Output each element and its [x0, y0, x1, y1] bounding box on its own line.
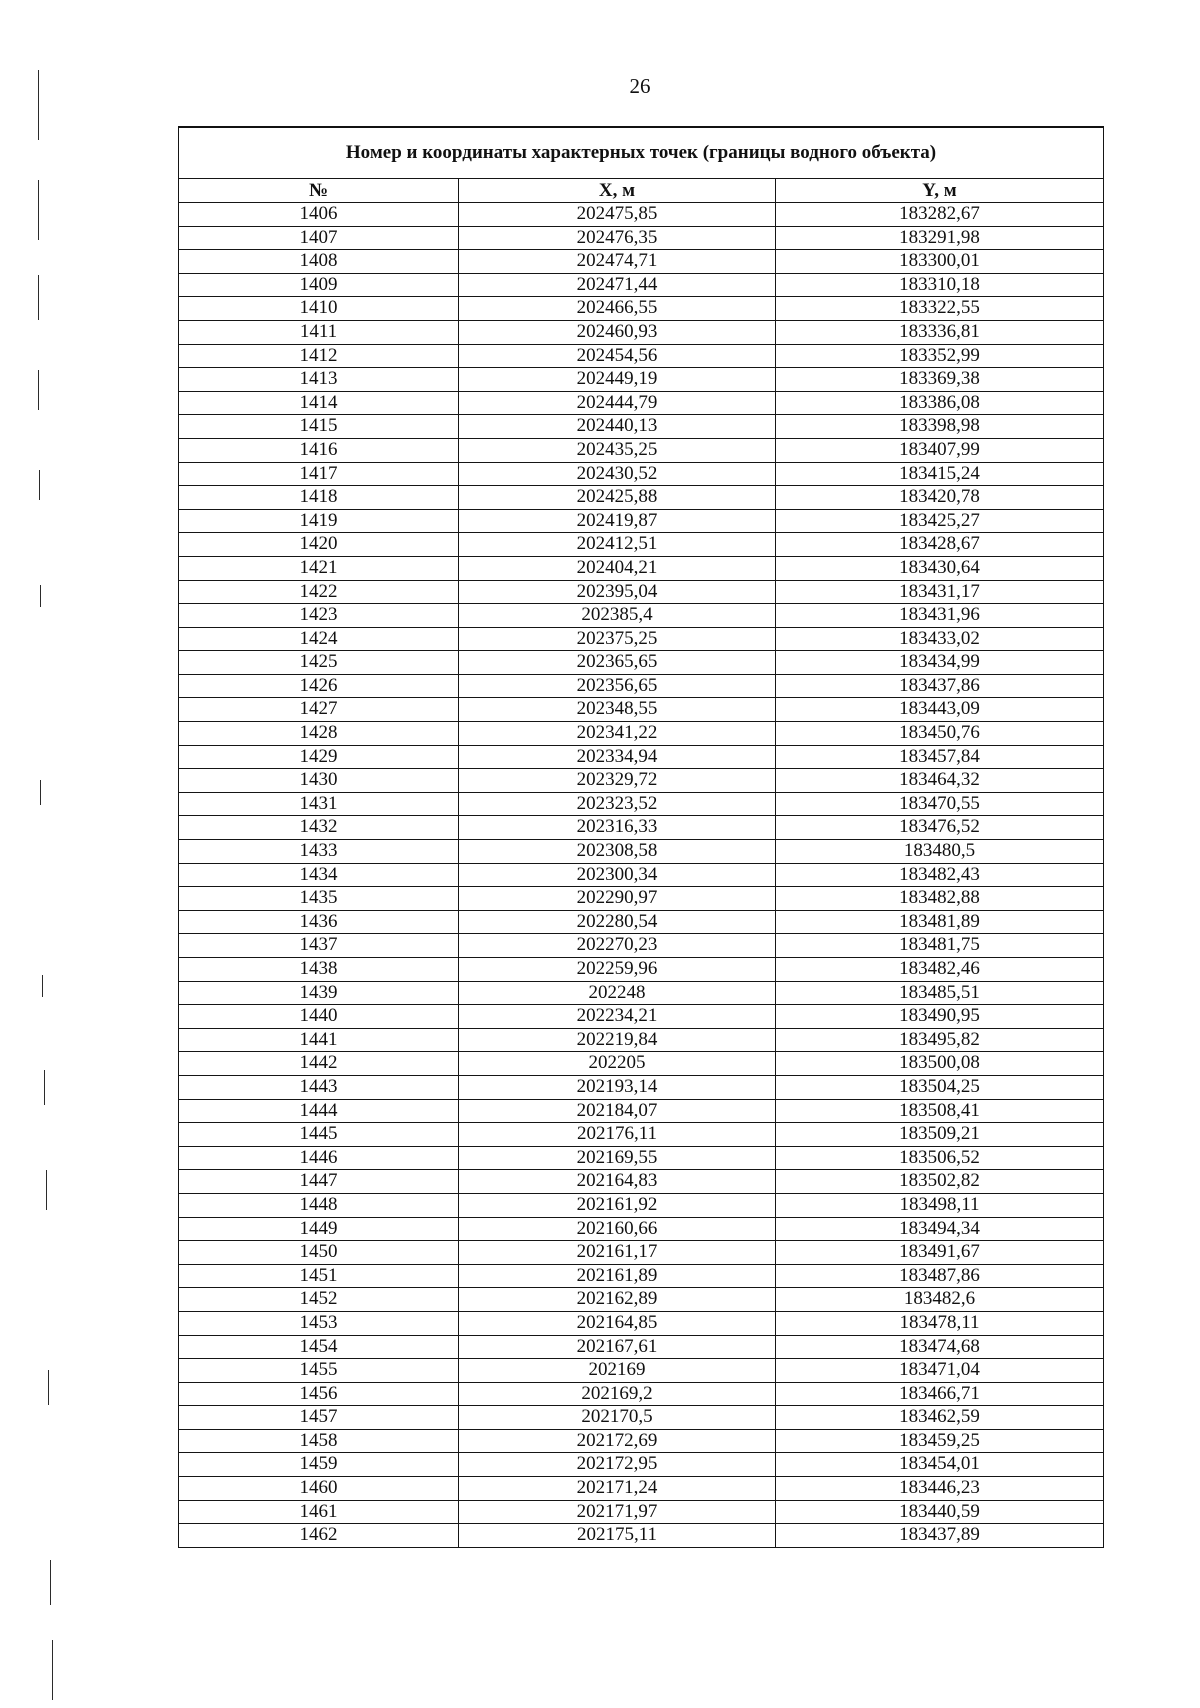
- cell-x-coordinate: 202172,69: [459, 1429, 776, 1453]
- table-row: [179, 580, 1104, 604]
- cell-x-coordinate: 202375,25: [459, 627, 776, 651]
- cell-y-coordinate: 183431,17: [776, 580, 1104, 604]
- table-header-row: [179, 179, 1104, 203]
- table-row: [179, 863, 1104, 887]
- table-body: [179, 203, 1104, 1548]
- cell-point-number: 1427: [179, 698, 459, 722]
- table-row: [179, 1524, 1104, 1548]
- cell-point-number: 1459: [179, 1453, 459, 1477]
- cell-point-number: 1433: [179, 840, 459, 864]
- cell-point-number: 1441: [179, 1028, 459, 1052]
- table-row: [179, 1146, 1104, 1170]
- table-row: [179, 1123, 1104, 1147]
- scan-edge-mark: [39, 470, 40, 500]
- table-row: [179, 769, 1104, 793]
- cell-y-coordinate: 183482,88: [776, 887, 1104, 911]
- cell-y-coordinate: 183310,18: [776, 273, 1104, 297]
- cell-point-number: 1425: [179, 651, 459, 675]
- table-row: [179, 438, 1104, 462]
- table-row: [179, 1500, 1104, 1524]
- cell-x-coordinate: 202171,24: [459, 1477, 776, 1501]
- table-row: [179, 722, 1104, 746]
- cell-point-number: 1462: [179, 1524, 459, 1548]
- table-row: [179, 1335, 1104, 1359]
- table-row: [179, 368, 1104, 392]
- table-row: [179, 203, 1104, 227]
- cell-point-number: 1443: [179, 1075, 459, 1099]
- cell-x-coordinate: 202466,55: [459, 297, 776, 321]
- table-row: [179, 415, 1104, 439]
- cell-y-coordinate: 183398,98: [776, 415, 1104, 439]
- cell-x-coordinate: 202471,44: [459, 273, 776, 297]
- table-row: [179, 792, 1104, 816]
- cell-x-coordinate: 202172,95: [459, 1453, 776, 1477]
- cell-y-coordinate: 183425,27: [776, 509, 1104, 533]
- cell-point-number: 1454: [179, 1335, 459, 1359]
- cell-y-coordinate: 183491,67: [776, 1241, 1104, 1265]
- cell-x-coordinate: 202169,2: [459, 1382, 776, 1406]
- cell-y-coordinate: 183352,99: [776, 344, 1104, 368]
- cell-point-number: 1419: [179, 509, 459, 533]
- column-header-number: №: [179, 179, 459, 203]
- cell-y-coordinate: 183446,23: [776, 1477, 1104, 1501]
- cell-y-coordinate: 183504,25: [776, 1075, 1104, 1099]
- cell-y-coordinate: 183386,08: [776, 391, 1104, 415]
- cell-x-coordinate: 202164,83: [459, 1170, 776, 1194]
- cell-y-coordinate: 183336,81: [776, 320, 1104, 344]
- cell-x-coordinate: 202161,89: [459, 1264, 776, 1288]
- cell-point-number: 1455: [179, 1359, 459, 1383]
- cell-x-coordinate: 202248: [459, 981, 776, 1005]
- cell-x-coordinate: 202270,23: [459, 934, 776, 958]
- table-row: [179, 533, 1104, 557]
- cell-point-number: 1428: [179, 722, 459, 746]
- table-row: [179, 981, 1104, 1005]
- cell-y-coordinate: 183443,09: [776, 698, 1104, 722]
- table-row: [179, 1099, 1104, 1123]
- table-row: [179, 1052, 1104, 1076]
- table-row: [179, 651, 1104, 675]
- cell-x-coordinate: 202259,96: [459, 958, 776, 982]
- cell-x-coordinate: 202290,97: [459, 887, 776, 911]
- cell-x-coordinate: 202412,51: [459, 533, 776, 557]
- cell-point-number: 1406: [179, 203, 459, 227]
- scan-edge-mark: [40, 780, 41, 805]
- table-row: [179, 887, 1104, 911]
- cell-point-number: 1448: [179, 1193, 459, 1217]
- cell-x-coordinate: 202444,79: [459, 391, 776, 415]
- table-row: [179, 509, 1104, 533]
- cell-point-number: 1460: [179, 1477, 459, 1501]
- column-header-x: X, м: [459, 179, 776, 203]
- table-row: [179, 462, 1104, 486]
- cell-x-coordinate: 202160,66: [459, 1217, 776, 1241]
- table-row: [179, 1406, 1104, 1430]
- table-row: [179, 1477, 1104, 1501]
- table-row: [179, 958, 1104, 982]
- scan-edge-mark: [52, 1640, 53, 1700]
- cell-x-coordinate: 202419,87: [459, 509, 776, 533]
- table-row: [179, 344, 1104, 368]
- cell-point-number: 1416: [179, 438, 459, 462]
- cell-y-coordinate: 183434,99: [776, 651, 1104, 675]
- cell-y-coordinate: 183454,01: [776, 1453, 1104, 1477]
- coordinates-table: [178, 126, 1104, 1548]
- cell-x-coordinate: 202348,55: [459, 698, 776, 722]
- cell-point-number: 1407: [179, 226, 459, 250]
- cell-x-coordinate: 202169,55: [459, 1146, 776, 1170]
- cell-y-coordinate: 183282,67: [776, 203, 1104, 227]
- cell-point-number: 1444: [179, 1099, 459, 1123]
- cell-x-coordinate: 202161,92: [459, 1193, 776, 1217]
- cell-point-number: 1414: [179, 391, 459, 415]
- cell-x-coordinate: 202440,13: [459, 415, 776, 439]
- table-row: [179, 1241, 1104, 1265]
- cell-x-coordinate: 202395,04: [459, 580, 776, 604]
- cell-x-coordinate: 202356,65: [459, 674, 776, 698]
- cell-point-number: 1423: [179, 604, 459, 628]
- table-row: [179, 1429, 1104, 1453]
- cell-x-coordinate: 202329,72: [459, 769, 776, 793]
- cell-x-coordinate: 202449,19: [459, 368, 776, 392]
- cell-point-number: 1410: [179, 297, 459, 321]
- cell-point-number: 1461: [179, 1500, 459, 1524]
- column-header-y: Y, м: [776, 179, 1104, 203]
- cell-y-coordinate: 183482,6: [776, 1288, 1104, 1312]
- table-row: [179, 1311, 1104, 1335]
- cell-y-coordinate: 183482,46: [776, 958, 1104, 982]
- cell-x-coordinate: 202161,17: [459, 1241, 776, 1265]
- table-row: [179, 674, 1104, 698]
- cell-x-coordinate: 202171,97: [459, 1500, 776, 1524]
- cell-y-coordinate: 183300,01: [776, 250, 1104, 274]
- cell-x-coordinate: 202474,71: [459, 250, 776, 274]
- cell-y-coordinate: 183482,43: [776, 863, 1104, 887]
- scan-edge-mark: [40, 585, 41, 607]
- cell-y-coordinate: 183428,67: [776, 533, 1104, 557]
- cell-y-coordinate: 183437,86: [776, 674, 1104, 698]
- cell-point-number: 1458: [179, 1429, 459, 1453]
- cell-x-coordinate: 202234,21: [459, 1005, 776, 1029]
- cell-point-number: 1447: [179, 1170, 459, 1194]
- cell-x-coordinate: 202300,34: [459, 863, 776, 887]
- cell-x-coordinate: 202475,85: [459, 203, 776, 227]
- cell-point-number: 1457: [179, 1406, 459, 1430]
- cell-y-coordinate: 183478,11: [776, 1311, 1104, 1335]
- cell-point-number: 1456: [179, 1382, 459, 1406]
- cell-point-number: 1420: [179, 533, 459, 557]
- table-row: [179, 604, 1104, 628]
- cell-x-coordinate: 202170,5: [459, 1406, 776, 1430]
- cell-x-coordinate: 202460,93: [459, 320, 776, 344]
- cell-point-number: 1432: [179, 816, 459, 840]
- cell-point-number: 1439: [179, 981, 459, 1005]
- table-row: [179, 1264, 1104, 1288]
- cell-x-coordinate: 202167,61: [459, 1335, 776, 1359]
- cell-y-coordinate: 183369,38: [776, 368, 1104, 392]
- cell-x-coordinate: 202205: [459, 1052, 776, 1076]
- cell-x-coordinate: 202184,07: [459, 1099, 776, 1123]
- cell-y-coordinate: 183420,78: [776, 486, 1104, 510]
- table-row: [179, 934, 1104, 958]
- cell-x-coordinate: 202219,84: [459, 1028, 776, 1052]
- cell-x-coordinate: 202425,88: [459, 486, 776, 510]
- table-row: [179, 486, 1104, 510]
- cell-y-coordinate: 183485,51: [776, 981, 1104, 1005]
- cell-point-number: 1440: [179, 1005, 459, 1029]
- cell-x-coordinate: 202280,54: [459, 910, 776, 934]
- cell-y-coordinate: 183481,75: [776, 934, 1104, 958]
- cell-x-coordinate: 202162,89: [459, 1288, 776, 1312]
- cell-x-coordinate: 202476,35: [459, 226, 776, 250]
- cell-x-coordinate: 202316,33: [459, 816, 776, 840]
- cell-point-number: 1442: [179, 1052, 459, 1076]
- cell-y-coordinate: 183490,95: [776, 1005, 1104, 1029]
- table-row: [179, 556, 1104, 580]
- cell-x-coordinate: 202435,25: [459, 438, 776, 462]
- table-row: [179, 840, 1104, 864]
- cell-point-number: 1421: [179, 556, 459, 580]
- cell-point-number: 1418: [179, 486, 459, 510]
- cell-x-coordinate: 202404,21: [459, 556, 776, 580]
- cell-point-number: 1431: [179, 792, 459, 816]
- cell-y-coordinate: 183495,82: [776, 1028, 1104, 1052]
- cell-y-coordinate: 183440,59: [776, 1500, 1104, 1524]
- cell-y-coordinate: 183431,96: [776, 604, 1104, 628]
- cell-x-coordinate: 202341,22: [459, 722, 776, 746]
- cell-point-number: 1426: [179, 674, 459, 698]
- scan-edge-mark: [38, 370, 39, 410]
- table-row: [179, 745, 1104, 769]
- table-row: [179, 226, 1104, 250]
- cell-x-coordinate: 202365,65: [459, 651, 776, 675]
- table-title-row: [179, 127, 1104, 179]
- cell-point-number: 1413: [179, 368, 459, 392]
- cell-y-coordinate: 183462,59: [776, 1406, 1104, 1430]
- cell-point-number: 1434: [179, 863, 459, 887]
- table-row: [179, 250, 1104, 274]
- table-row: [179, 816, 1104, 840]
- cell-x-coordinate: 202175,11: [459, 1524, 776, 1548]
- cell-y-coordinate: 183466,71: [776, 1382, 1104, 1406]
- table-row: [179, 1382, 1104, 1406]
- cell-y-coordinate: 183430,64: [776, 556, 1104, 580]
- cell-x-coordinate: 202193,14: [459, 1075, 776, 1099]
- cell-y-coordinate: 183291,98: [776, 226, 1104, 250]
- cell-x-coordinate: 202334,94: [459, 745, 776, 769]
- cell-x-coordinate: 202323,52: [459, 792, 776, 816]
- cell-x-coordinate: 202385,4: [459, 604, 776, 628]
- table-row: [179, 1453, 1104, 1477]
- cell-x-coordinate: 202176,11: [459, 1123, 776, 1147]
- cell-y-coordinate: 183502,82: [776, 1170, 1104, 1194]
- cell-y-coordinate: 183415,24: [776, 462, 1104, 486]
- cell-y-coordinate: 183457,84: [776, 745, 1104, 769]
- table-row: [179, 320, 1104, 344]
- table-row: [179, 1075, 1104, 1099]
- cell-x-coordinate: 202164,85: [459, 1311, 776, 1335]
- table-row: [179, 1028, 1104, 1052]
- table-row: [179, 1288, 1104, 1312]
- cell-x-coordinate: 202454,56: [459, 344, 776, 368]
- cell-y-coordinate: 183474,68: [776, 1335, 1104, 1359]
- cell-point-number: 1415: [179, 415, 459, 439]
- cell-y-coordinate: 183509,21: [776, 1123, 1104, 1147]
- cell-point-number: 1450: [179, 1241, 459, 1265]
- table-row: [179, 910, 1104, 934]
- scan-edge-mark: [48, 1370, 49, 1405]
- cell-point-number: 1452: [179, 1288, 459, 1312]
- table-row: [179, 627, 1104, 651]
- table-row: [179, 1005, 1104, 1029]
- cell-point-number: 1449: [179, 1217, 459, 1241]
- cell-y-coordinate: 183500,08: [776, 1052, 1104, 1076]
- table-row: [179, 1359, 1104, 1383]
- cell-point-number: 1435: [179, 887, 459, 911]
- cell-y-coordinate: 183437,89: [776, 1524, 1104, 1548]
- cell-y-coordinate: 183470,55: [776, 792, 1104, 816]
- scan-edge-mark: [44, 1070, 45, 1105]
- table-row: [179, 273, 1104, 297]
- cell-y-coordinate: 183407,99: [776, 438, 1104, 462]
- cell-point-number: 1409: [179, 273, 459, 297]
- cell-point-number: 1411: [179, 320, 459, 344]
- coordinates-table-container: [178, 126, 1103, 1548]
- cell-point-number: 1408: [179, 250, 459, 274]
- cell-point-number: 1429: [179, 745, 459, 769]
- page-number: 26: [629, 74, 651, 98]
- cell-point-number: 1451: [179, 1264, 459, 1288]
- cell-y-coordinate: 183471,04: [776, 1359, 1104, 1383]
- table-title: Номер и координаты характерных точек (границы водного объекта): [179, 127, 1104, 179]
- cell-point-number: 1438: [179, 958, 459, 982]
- table-row: [179, 391, 1104, 415]
- cell-y-coordinate: 183459,25: [776, 1429, 1104, 1453]
- cell-x-coordinate: 202308,58: [459, 840, 776, 864]
- cell-y-coordinate: 183450,76: [776, 722, 1104, 746]
- cell-y-coordinate: 183506,52: [776, 1146, 1104, 1170]
- cell-point-number: 1445: [179, 1123, 459, 1147]
- cell-y-coordinate: 183481,89: [776, 910, 1104, 934]
- table-row: [179, 1217, 1104, 1241]
- cell-y-coordinate: 183322,55: [776, 297, 1104, 321]
- cell-y-coordinate: 183508,41: [776, 1099, 1104, 1123]
- cell-point-number: 1424: [179, 627, 459, 651]
- cell-y-coordinate: 183494,34: [776, 1217, 1104, 1241]
- cell-point-number: 1453: [179, 1311, 459, 1335]
- cell-y-coordinate: 183487,86: [776, 1264, 1104, 1288]
- scan-edge-mark: [38, 180, 39, 240]
- cell-x-coordinate: 202430,52: [459, 462, 776, 486]
- cell-point-number: 1430: [179, 769, 459, 793]
- cell-point-number: 1437: [179, 934, 459, 958]
- cell-x-coordinate: 202169: [459, 1359, 776, 1383]
- cell-y-coordinate: 183498,11: [776, 1193, 1104, 1217]
- scan-edge-mark: [46, 1170, 47, 1210]
- cell-point-number: 1417: [179, 462, 459, 486]
- cell-point-number: 1422: [179, 580, 459, 604]
- cell-y-coordinate: 183480,5: [776, 840, 1104, 864]
- cell-point-number: 1446: [179, 1146, 459, 1170]
- scan-edge-mark: [50, 1560, 51, 1605]
- cell-y-coordinate: 183476,52: [776, 816, 1104, 840]
- cell-point-number: 1436: [179, 910, 459, 934]
- cell-y-coordinate: 183433,02: [776, 627, 1104, 651]
- table-row: [179, 1170, 1104, 1194]
- cell-y-coordinate: 183464,32: [776, 769, 1104, 793]
- table-row: [179, 698, 1104, 722]
- cell-point-number: 1412: [179, 344, 459, 368]
- table-row: [179, 297, 1104, 321]
- scan-edge-mark: [38, 275, 39, 320]
- table-row: [179, 1193, 1104, 1217]
- scan-edge-mark: [42, 975, 43, 997]
